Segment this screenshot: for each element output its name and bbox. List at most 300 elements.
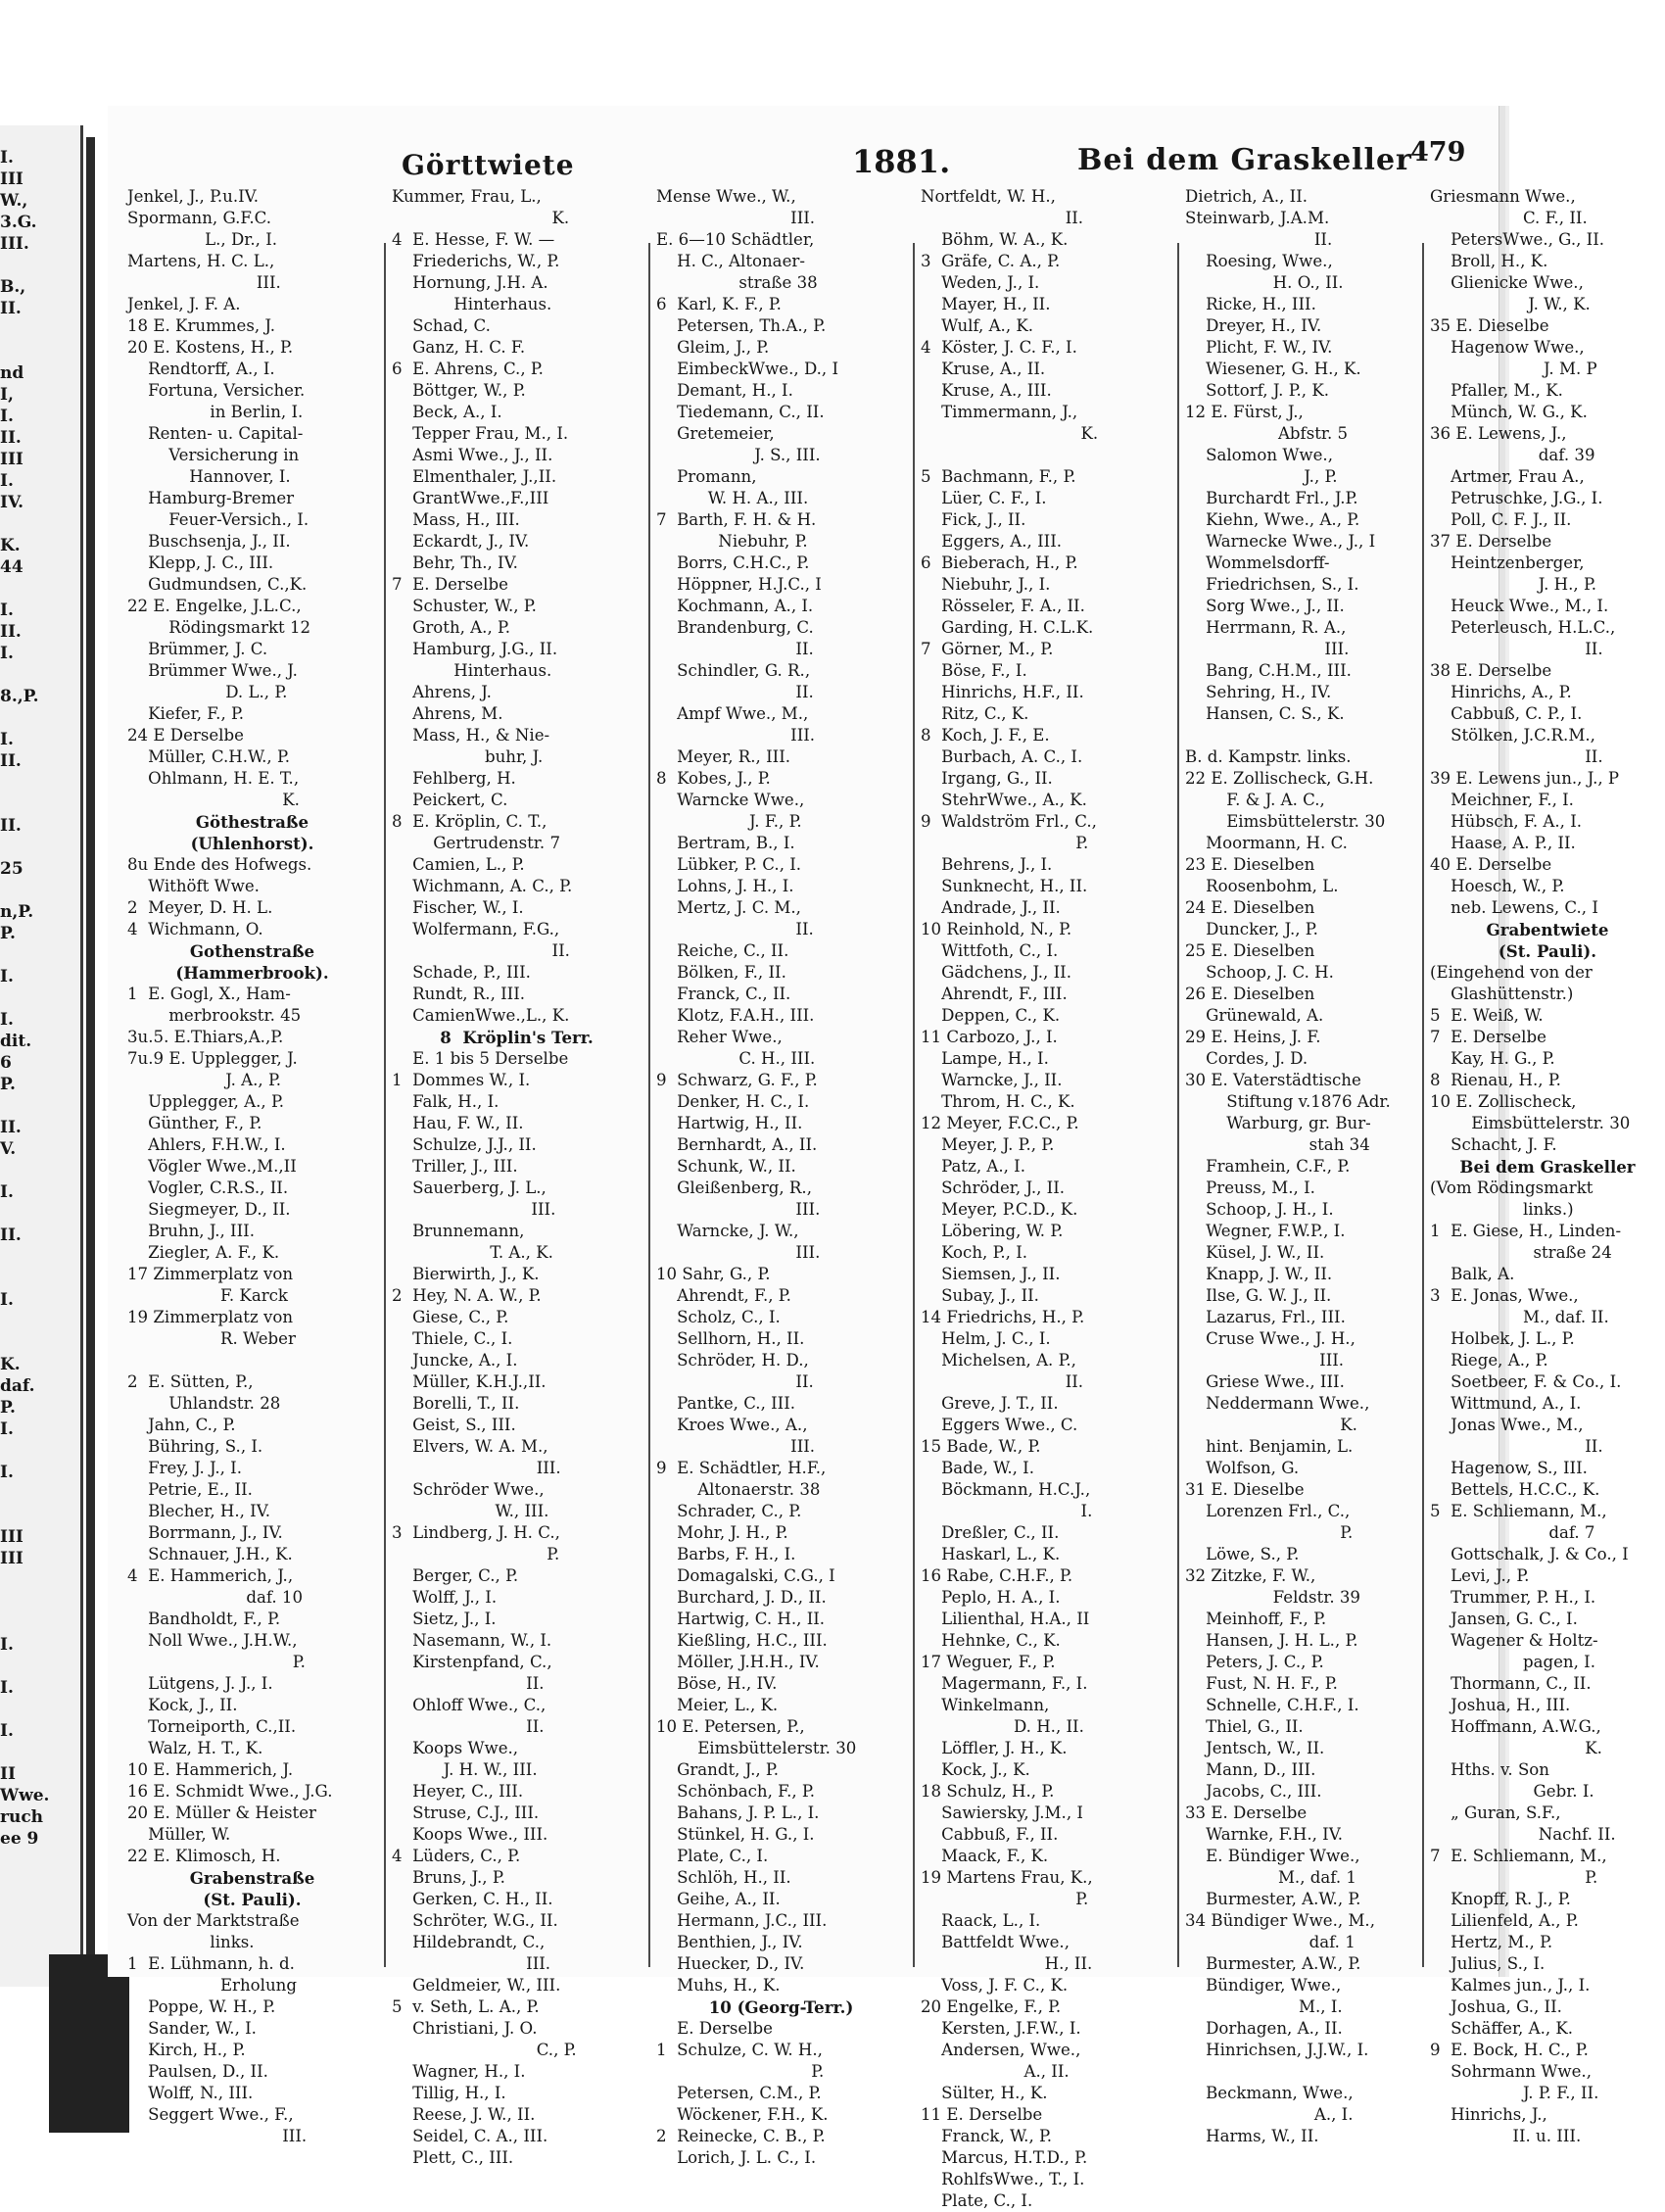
directory-entry: 36 E. Lewens, J., xyxy=(1430,424,1567,443)
directory-entry: Roosenbohm, L. xyxy=(1185,877,1339,895)
directory-entry: Sülter, H., K. xyxy=(921,2084,1048,2102)
directory-entry: 5 v. Seth, L. A., P. xyxy=(392,1997,540,2016)
header-street: Görttwiete xyxy=(402,149,575,181)
directory-entry: 4 Lüders, C., P. xyxy=(392,1847,521,1865)
directory-entry: Behrens, J., I. xyxy=(921,855,1053,874)
directory-entry: Warburg, gr. Bur- xyxy=(1185,1114,1371,1132)
left-page-fragment xyxy=(0,1612,80,1634)
directory-entry: 3 E. Jonas, Wwe., xyxy=(1430,1286,1579,1305)
left-page-fragment: II. xyxy=(0,428,22,448)
directory-entry: Cruse Wwe., J. H., xyxy=(1185,1329,1356,1348)
directory-entry: Timmermann, J., xyxy=(921,403,1078,421)
left-page-fragment xyxy=(0,319,80,341)
directory-entry: stah 34 xyxy=(1185,1135,1370,1154)
directory-entry: Duncker, J., P. xyxy=(1185,920,1318,938)
directory-entry: 35 E. Dieselbe xyxy=(1430,316,1549,335)
page-header xyxy=(108,137,1498,181)
left-page-fragment xyxy=(0,578,80,600)
directory-entry: 34 Bündiger Wwe., M., xyxy=(1185,1911,1375,1930)
directory-entry: 10 (Georg-Terr.) xyxy=(708,1997,854,2017)
directory-entry: Hamburg, J.G., II. xyxy=(392,640,558,658)
directory-entry: Meier, L., K. xyxy=(656,1696,779,1714)
directory-entry: Nortfeldt, W. H., xyxy=(921,187,1056,206)
directory-entry: 2 Meyer, D. H. L. xyxy=(127,898,273,917)
directory-entry: Bade, W., I. xyxy=(921,1459,1034,1477)
directory-entry: Mense Wwe., W., xyxy=(656,187,796,206)
left-page-fragment xyxy=(0,125,80,147)
directory-entry: Knapp, J. W., II. xyxy=(1185,1265,1333,1283)
left-page-fragment xyxy=(0,772,80,793)
directory-entry: J. H., P. xyxy=(1430,575,1597,594)
directory-entry: Subay, J., II. xyxy=(921,1286,1039,1305)
directory-entry: Franck, W., P. xyxy=(921,2127,1053,2145)
directory-entry: Muhs, H., K. xyxy=(656,1976,781,1995)
directory-entry: 3 Gräfe, C. A., P. xyxy=(921,252,1061,270)
directory-entry: Ritz, C., K. xyxy=(921,704,1029,723)
directory-entry: Struse, C.J., III. xyxy=(392,1803,540,1822)
directory-entry: Peters, J. C., P. xyxy=(1185,1653,1324,1671)
directory-entry: Mass, H., III. xyxy=(392,510,520,529)
directory-entry: Plate, C., I. xyxy=(656,1847,769,1865)
left-page-fragment: W., xyxy=(0,191,28,211)
directory-entry: Joshua, G., II. xyxy=(1430,1997,1562,2016)
directory-entry: Siemsen, J., II. xyxy=(921,1265,1061,1283)
directory-entry: 12 Meyer, F.C.C., P. xyxy=(921,1114,1079,1132)
directory-entry: Sorg Wwe., J., II. xyxy=(1185,597,1345,615)
directory-entry: Elmenthaler, J.,II. xyxy=(392,467,557,486)
directory-entry: Geist, S., III. xyxy=(392,1416,516,1434)
directory-entry: J. F., P. xyxy=(656,812,802,831)
directory-entry: Grandt, J., P. xyxy=(656,1760,779,1779)
directory-entry: P. xyxy=(921,1890,1089,1908)
directory-entry: Fust, N. H. F., P. xyxy=(1185,1674,1338,1693)
directory-entry: Schoop, J. H., I. xyxy=(1185,1200,1334,1219)
directory-entry: Griesmann Wwe., xyxy=(1430,187,1576,206)
binding-dark-corner xyxy=(49,1954,129,2133)
directory-entry: 7 Görner, M., P. xyxy=(921,640,1054,658)
directory-entry: Eckardt, J., IV. xyxy=(392,532,530,551)
directory-entry: Hinrichsen, J.J.W., I. xyxy=(1185,2041,1369,2059)
directory-entry: Gädchens, J., II. xyxy=(921,963,1071,982)
directory-entry: Andersen, Wwe., xyxy=(921,2041,1081,2059)
directory-entry: Kock, J., II. xyxy=(127,1696,238,1714)
directory-entry: Kiefer, F., P. xyxy=(127,704,245,723)
directory-entry: daf. 39 xyxy=(1430,446,1595,464)
left-page-fragment xyxy=(0,944,80,966)
left-page-fragment: 25 xyxy=(0,859,24,879)
directory-entry: 2 E. Sütten, P., xyxy=(127,1372,254,1391)
directory-entry: PetersWwe., G., II. xyxy=(1430,230,1605,249)
directory-entry: 2 Reinecke, C. B., P. xyxy=(656,2127,826,2145)
left-page-fragment: I. xyxy=(0,644,14,663)
directory-entry: Riege, A., P. xyxy=(1430,1351,1548,1370)
directory-entry: daf. 10 xyxy=(127,1588,304,1607)
directory-entry: Böse, F., I. xyxy=(921,661,1027,680)
directory-entry: Cabbuß, C. P., I. xyxy=(1430,704,1583,723)
directory-entry: Versicherung in xyxy=(127,446,300,464)
directory-entry: 4 Wichmann, O. xyxy=(127,920,263,938)
directory-entry: Wolfermann, F.G., xyxy=(392,920,560,938)
directory-entry: H., II. xyxy=(921,1954,1093,1973)
directory-entry: Hermann, J.C., III. xyxy=(656,1911,828,1930)
directory-entry: Blecher, H., IV. xyxy=(127,1502,271,1520)
directory-entry: Weden, J., I. xyxy=(921,273,1040,292)
directory-entry: Kruse, A., II. xyxy=(921,360,1046,378)
directory-entry: Greve, J. T., II. xyxy=(921,1394,1059,1413)
directory-entry: Burchardt Frl., J.P. xyxy=(1185,489,1358,507)
directory-entry: Hinrichs, J., xyxy=(1430,2105,1547,2124)
directory-entry: III. xyxy=(656,209,816,227)
directory-entry: in Berlin, I. xyxy=(127,403,304,421)
directory-entry: III. xyxy=(656,1437,816,1456)
directory-entry: Jenkel, J., P.u.IV. xyxy=(127,187,260,206)
left-page-fragment: B., xyxy=(0,277,26,297)
left-page-fragment: 44 xyxy=(0,557,24,577)
left-page-fragment: I. xyxy=(0,1635,14,1655)
left-page-fragment: I. xyxy=(0,967,14,986)
directory-entry: Hertz, M., P. xyxy=(1430,1933,1553,1951)
directory-entry: Von der Marktstraße xyxy=(127,1911,300,1930)
directory-entry: Petersen, C.M., P. xyxy=(656,2084,822,2102)
directory-entry: Borrmann, J., IV. xyxy=(127,1523,283,1542)
directory-entry: C., P. xyxy=(392,2041,577,2059)
directory-entry: K. xyxy=(921,424,1099,443)
directory-column-1 xyxy=(127,186,377,2145)
directory-entry: Böhm, W. A., K. xyxy=(921,230,1069,249)
directory-entry: Meyer, P.C.D., K. xyxy=(921,1200,1078,1219)
directory-entry: Grünewald, A. xyxy=(1185,1006,1324,1025)
directory-entry: Kock, J., K. xyxy=(921,1760,1030,1779)
directory-entry: 10 E. Zollischeck, xyxy=(1430,1092,1577,1111)
directory-entry: Gudmundsen, C.,K. xyxy=(127,575,308,594)
directory-entry: M., I. xyxy=(1185,1997,1343,2016)
directory-entry: Müller, C.H.W., P. xyxy=(127,747,291,766)
directory-column-3 xyxy=(656,186,906,2167)
left-page-fragment: III xyxy=(0,169,24,189)
directory-entry: Böse, H., IV. xyxy=(656,1674,778,1693)
directory-entry: 20 Engelke, F., P. xyxy=(921,1997,1062,2016)
directory-entry: Warnecke Wwe., J., I xyxy=(1185,532,1376,551)
directory-entry: Schad, C. xyxy=(392,316,491,335)
directory-entry: Salomon Wwe., xyxy=(1185,446,1333,464)
directory-entry: K. xyxy=(1430,1739,1602,1757)
left-page-fragment xyxy=(0,880,80,901)
directory-entry: Benthien, J., IV. xyxy=(656,1933,803,1951)
directory-entry: 33 E. Derselbe xyxy=(1185,1803,1308,1822)
directory-entry: Bölken, F., II. xyxy=(656,963,786,982)
directory-entry: Kummer, Frau, L., xyxy=(392,187,542,206)
directory-entry: Altonaerstr. 38 xyxy=(656,1480,821,1499)
directory-entry: (St. Pauli). xyxy=(1498,941,1597,961)
left-page-fragment: n,P. xyxy=(0,902,34,922)
left-page-fragment: dit. xyxy=(0,1032,32,1051)
directory-entry: Ampf Wwe., M., xyxy=(656,704,809,723)
directory-entry: Wittfoth, C., I. xyxy=(921,941,1059,960)
directory-column-4 xyxy=(921,186,1170,2210)
directory-entry: Magermann, F., I. xyxy=(921,1674,1088,1693)
directory-entry: Küsel, J. W., II. xyxy=(1185,1243,1325,1262)
directory-entry: Lampe, H., I. xyxy=(921,1049,1049,1068)
directory-entry: Ilse, G. W. J., II. xyxy=(1185,1286,1332,1305)
directory-entry: Hoffmann, A.W.G., xyxy=(1430,1717,1601,1736)
directory-entry: C. F., II. xyxy=(1430,209,1588,227)
directory-entry: H. C., Altonaer- xyxy=(656,252,805,270)
left-page-fragment xyxy=(0,1311,80,1332)
directory-entry: Vogler, C.R.S., II. xyxy=(127,1178,289,1197)
directory-entry: Hannover, I. xyxy=(127,467,291,486)
directory-entry: 14 Friedrichs, H., P. xyxy=(921,1308,1085,1326)
column-rule xyxy=(1422,243,1424,1967)
directory-entry: 6 E. Ahrens, C., P. xyxy=(392,360,544,378)
directory-entry: 11 E. Derselbe xyxy=(921,2105,1043,2124)
left-page-fragment xyxy=(0,1160,80,1181)
directory-entry: Sauerberg, J. L., xyxy=(392,1178,547,1197)
directory-entry: R. Weber xyxy=(127,1329,296,1348)
directory-entry: Haskarl, L., K. xyxy=(921,1545,1061,1563)
directory-entry: Erholung xyxy=(127,1976,297,1995)
directory-entry: 18 Schulz, H., P. xyxy=(921,1782,1055,1801)
left-page-fragment: I. xyxy=(0,601,14,620)
left-page-fragment: III xyxy=(0,1549,24,1568)
directory-entry: 3 Lindberg, J. H. C., xyxy=(392,1523,560,1542)
directory-entry: 18 E. Krummes, J. xyxy=(127,316,276,335)
directory-entry: Berger, C., P. xyxy=(392,1566,519,1585)
directory-entry: Joshua, H., III. xyxy=(1430,1696,1571,1714)
directory-entry: 15 Bade, W., P. xyxy=(921,1437,1041,1456)
directory-entry: Noll Wwe., J.H.W., xyxy=(127,1631,298,1650)
directory-entry: III. xyxy=(656,726,816,745)
directory-entry: Petruschke, J.G., I. xyxy=(1430,489,1603,507)
directory-entry: Walz, H. T., K. xyxy=(127,1739,263,1757)
directory-entry: Ahrendt, F., P. xyxy=(656,1286,791,1305)
directory-entry: Buschsenja, J., II. xyxy=(127,532,291,551)
directory-entry: P. xyxy=(1185,1523,1354,1542)
directory-entry: 7u.9 E. Upplegger, J. xyxy=(127,1049,298,1068)
left-page-fragment: P. xyxy=(0,1075,16,1094)
directory-entry: F. & J. A. C., xyxy=(1185,791,1325,809)
directory-entry: Siegmeyer, D., II. xyxy=(127,1200,291,1219)
directory-entry: Camien, L., P. xyxy=(392,855,525,874)
directory-entry: Maack, F., K. xyxy=(921,1847,1049,1865)
directory-entry: II. xyxy=(1185,230,1333,249)
directory-entry: K. xyxy=(127,791,300,809)
directory-entry: Nachf. II. xyxy=(1430,1825,1616,1844)
directory-entry: Hansen, J. H. L., P. xyxy=(1185,1631,1358,1650)
directory-entry: W. H. A., III. xyxy=(656,489,809,507)
directory-entry: Sehring, H., IV. xyxy=(1185,683,1332,701)
directory-entry: 29 E. Heins, J. F. xyxy=(1185,1028,1321,1046)
directory-entry: Behr, Th., IV. xyxy=(392,553,518,572)
directory-entry: Schnelle, C.H.F., I. xyxy=(1185,1696,1359,1714)
directory-entry: Reese, J. W., II. xyxy=(392,2105,536,2124)
directory-entry: Schindler, G. R., xyxy=(656,661,811,680)
directory-entry: Friederichs, W., P. xyxy=(392,252,560,270)
directory-entry: Elvers, W. A. M., xyxy=(392,1437,548,1456)
directory-entry: 32 Zitzke, F. W., xyxy=(1185,1566,1316,1585)
directory-entry: „ Guran, S.F., xyxy=(1430,1803,1561,1822)
directory-entry: Ahlers, F.H.W., I. xyxy=(127,1135,286,1154)
left-page-fragment: V. xyxy=(0,1139,17,1159)
directory-entry: 7 E. Derselbe xyxy=(392,575,508,594)
directory-entry: D. L., P. xyxy=(127,683,288,701)
directory-entry: Andrade, J., II. xyxy=(921,898,1061,917)
directory-entry: 6 Karl, K. F., P. xyxy=(656,295,782,313)
left-page-fragment: I. xyxy=(0,1182,14,1202)
directory-entry: 1 E. Lühmann, h. d. xyxy=(127,1954,295,1973)
left-page-fragment xyxy=(0,1699,80,1720)
directory-entry: RohlfsWwe., T., I. xyxy=(921,2170,1085,2188)
directory-entry: Meyer, J. P., P. xyxy=(921,1135,1055,1154)
directory-entry: J. M. P xyxy=(1430,360,1597,378)
left-page-fragment xyxy=(0,341,80,362)
directory-entry: 5 Bachmann, F., P. xyxy=(921,467,1076,486)
directory-entry: Löffler, J. H., K. xyxy=(921,1739,1068,1757)
directory-entry: Schröter, W.G., II. xyxy=(392,1911,558,1930)
directory-entry: Thiele, C., I. xyxy=(392,1329,513,1348)
directory-entry: Münch, W. G., K. xyxy=(1430,403,1588,421)
directory-entry: III. xyxy=(127,2127,308,2145)
directory-entry: Eimsbüttelerstr. 30 xyxy=(656,1739,857,1757)
directory-entry: (Eingehend von der xyxy=(1430,963,1593,982)
directory-entry: 26 E. Dieselben xyxy=(1185,985,1315,1003)
directory-entry: Asmi Wwe., J., II. xyxy=(392,446,553,464)
directory-entry: Hagenow Wwe., xyxy=(1430,338,1585,357)
directory-entry: P. xyxy=(127,1653,306,1671)
directory-entry: 8 Rienau, H., P. xyxy=(1430,1071,1561,1089)
directory-entry: Griese Wwe., III. xyxy=(1185,1372,1345,1391)
directory-entry: Geldmeier, W., III. xyxy=(392,1976,561,1995)
directory-entry: 16 E. Schmidt Wwe., J.G. xyxy=(127,1782,333,1801)
directory-entry: 7 E. Schliemann, M., xyxy=(1430,1847,1607,1865)
directory-entry: Eimsbüttelerstr. 30 xyxy=(1185,812,1386,831)
directory-entry: 1 Dommes W., I. xyxy=(392,1071,531,1089)
directory-entry: Wulf, A., K. xyxy=(921,316,1034,335)
directory-entry: (Hammerbrook). xyxy=(175,963,329,983)
left-page-fragment xyxy=(0,987,80,1009)
directory-entry: C. H., III. xyxy=(656,1049,816,1068)
directory-entry: Schlöh, H., II. xyxy=(656,1868,791,1887)
directory-entry: Demant, H., I. xyxy=(656,381,793,400)
directory-entry: Hehnke, C., K. xyxy=(921,1631,1061,1650)
directory-entry: 9 Waldström Frl., C., xyxy=(921,812,1097,831)
directory-entry: Wichmann, A. C., P. xyxy=(392,877,573,895)
directory-entry: Koops Wwe., xyxy=(392,1739,519,1757)
directory-entry: 9 Schwarz, G. F., P. xyxy=(656,1071,818,1089)
directory-entry: Schoop, J. C. H. xyxy=(1185,963,1334,982)
directory-entry: Plate, C., I. xyxy=(921,2191,1033,2210)
directory-entry: Klepp, J. C., III. xyxy=(127,553,274,572)
directory-entry: Renten- u. Capital- xyxy=(127,424,304,443)
directory-entry: Broll, H., K. xyxy=(1430,252,1548,270)
directory-entry: Bruhn, J., III. xyxy=(127,1222,255,1240)
left-page-fragment xyxy=(0,1569,80,1591)
directory-entry: 31 E. Dieselbe xyxy=(1185,1480,1305,1499)
directory-entry: daf. 1 xyxy=(1185,1933,1356,1951)
left-page-fragment: II. xyxy=(0,816,22,836)
left-page-fragment: II. xyxy=(0,299,22,318)
directory-entry: Hths. v. Son xyxy=(1430,1760,1549,1779)
directory-entry: J., P. xyxy=(1185,467,1338,486)
left-page-fragment: II. xyxy=(0,1118,22,1137)
directory-entry: Marcus, H.T.D., P. xyxy=(921,2148,1088,2167)
directory-entry: Borrs, C.H.C., P. xyxy=(656,553,810,572)
directory-entry: Mann, D., III. xyxy=(1185,1760,1316,1779)
directory-entry: Feldstr. 39 xyxy=(1185,1588,1360,1607)
directory-entry: Soetbeer, F. & Co., I. xyxy=(1430,1372,1622,1391)
directory-entry: Nasemann, W., I. xyxy=(392,1631,552,1650)
directory-entry: M., daf. 1 xyxy=(1185,1868,1356,1887)
directory-entry: Bang, C.H.M., III. xyxy=(1185,661,1352,680)
directory-entry: Kruse, A., III. xyxy=(921,381,1052,400)
directory-entry: 25 E. Dieselben xyxy=(1185,941,1315,960)
directory-entry: Ricke, H., III. xyxy=(1185,295,1316,313)
directory-entry: III. xyxy=(656,1200,821,1219)
left-page-fragment: I. xyxy=(0,471,14,491)
directory-entry: 22 E. Zollischeck, G.H. xyxy=(1185,769,1374,788)
directory-entry: Gleim, J., P. xyxy=(656,338,770,357)
directory-entry: Garding, H. C.L.K. xyxy=(921,618,1094,637)
directory-entry: Bernhardt, A., II. xyxy=(656,1135,818,1154)
directory-entry: J. A., P. xyxy=(127,1071,282,1089)
directory-entry: P. xyxy=(392,1545,560,1563)
directory-entry: Möller, J.H.H., IV. xyxy=(656,1653,820,1671)
left-page-fragment: III xyxy=(0,1527,24,1547)
directory-entry: Barbs, F. H., I. xyxy=(656,1545,796,1563)
left-page-fragment xyxy=(0,707,80,729)
directory-entry: Ganz, H. C. F. xyxy=(392,338,526,357)
directory-entry: Julius, S., I. xyxy=(1430,1954,1546,1973)
directory-entry: 16 Rabe, C.H.F., P. xyxy=(921,1566,1073,1585)
directory-page xyxy=(108,106,1636,2210)
directory-entry: 5 E. Schliemann, M., xyxy=(1430,1502,1607,1520)
directory-entry: Mertz, J. C. M., xyxy=(656,898,801,917)
directory-entry: Höppner, H.J.C., I xyxy=(656,575,822,594)
directory-entry: B. d. Kampstr. links. xyxy=(1185,747,1352,766)
header-year: 1881. xyxy=(852,143,951,180)
directory-entry: Seggert Wwe., F., xyxy=(127,2105,294,2124)
directory-entry: I. xyxy=(921,1502,1093,1520)
directory-entry: Pfaller, M., K. xyxy=(1430,381,1563,400)
directory-entry: Hinrichs, H.F., II. xyxy=(921,683,1084,701)
directory-entry: Kirch, H., P. xyxy=(127,2041,246,2059)
directory-entry: 12 E. Fürst, J., xyxy=(1185,403,1304,421)
left-page-fragment xyxy=(0,1332,80,1354)
directory-entry: III. xyxy=(392,1200,556,1219)
directory-entry: K. xyxy=(1185,1416,1357,1434)
directory-entry: Bei dem Graskeller xyxy=(1459,1157,1636,1177)
directory-entry: 38 E. Derselbe xyxy=(1430,661,1552,680)
directory-entry: Peplo, H. A., I. xyxy=(921,1588,1061,1607)
directory-entry: 8 E. Kröplin, C. T., xyxy=(392,812,547,831)
directory-entry: Kochmann, A., I. xyxy=(656,597,814,615)
directory-entry: II. xyxy=(656,920,814,938)
directory-entry: Lilienthal, H.A., II xyxy=(921,1610,1090,1628)
directory-entry: II. xyxy=(656,683,814,701)
directory-entry: Petersen, Th.A., P. xyxy=(656,316,827,335)
directory-entry: E. 1 bis 5 Derselbe xyxy=(392,1049,569,1068)
left-page-fragment: I. xyxy=(0,1721,14,1741)
directory-entry: Stünkel, H. G., I. xyxy=(656,1825,815,1844)
directory-entry: Artmer, Frau A., xyxy=(1430,467,1585,486)
directory-entry: J. S., III. xyxy=(656,446,821,464)
directory-entry: III. xyxy=(392,1954,551,1973)
directory-entry: Roesing, Wwe., xyxy=(1185,252,1333,270)
header-section: Bei dem Graskeller xyxy=(1077,143,1412,177)
directory-entry: Haase, A. P., II. xyxy=(1430,834,1576,852)
left-page-fragment: I. xyxy=(0,1419,14,1439)
directory-entry: Sunknecht, H., II. xyxy=(921,877,1088,895)
directory-entry: 24 E. Dieselben xyxy=(1185,898,1315,917)
